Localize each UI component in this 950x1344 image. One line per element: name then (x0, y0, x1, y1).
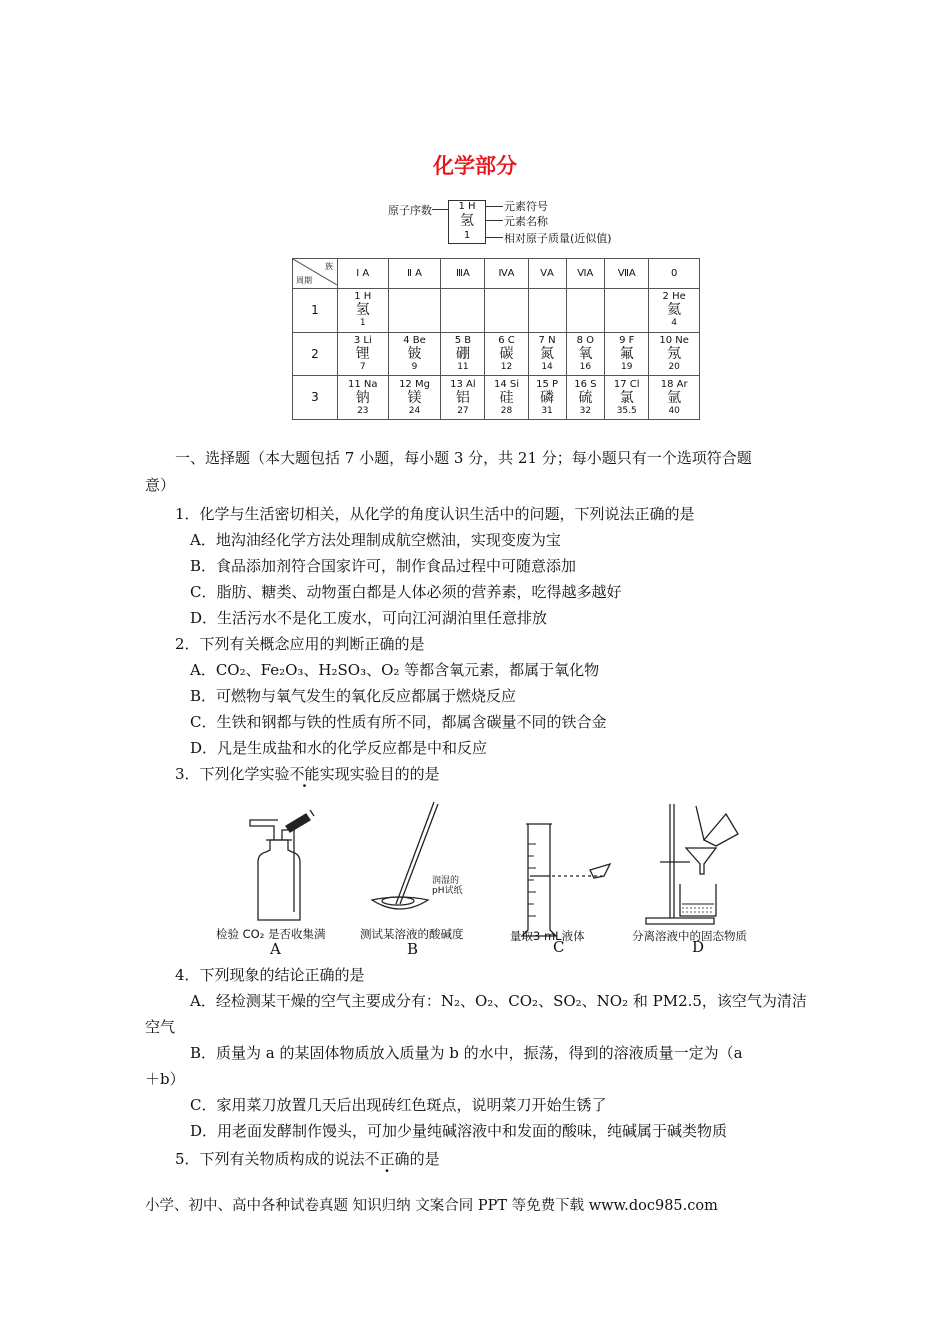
element-sym: 9 F (619, 335, 635, 347)
element-mass: 24 (408, 405, 421, 416)
element-mass: 28 (500, 405, 513, 416)
element-sym: 1 H (354, 291, 372, 303)
group-header: ⅤA (528, 259, 566, 289)
empty-cell (388, 289, 441, 333)
element-name: 碳 (499, 346, 514, 363)
element-sym: 13 Al (450, 378, 476, 390)
section-heading: 一、选择题（本大题包括 7 小题，每小题 3 分，共 21 分；每小题只有一个选项符合题 (175, 449, 752, 467)
element-sym: 14 Si (493, 378, 519, 390)
symbol-label: 元素符号 (504, 200, 548, 213)
element-cell (485, 376, 528, 420)
element-name: 锂 (355, 346, 370, 363)
element-mass: 32 (579, 405, 592, 416)
element-mass: 4 (671, 318, 678, 329)
ph-paper-label-line1: 润湿的 (432, 876, 460, 886)
element-cell (649, 289, 700, 333)
element-sym: 7 N (538, 335, 556, 347)
element-mass: 27 (457, 405, 469, 416)
q4-option-a: A．经检测某干燥的空气主要成分有：N₂、O₂、CO₂、SO₂、NO₂ 和 PM2.5，该空气为清洁 (190, 992, 807, 1010)
element-sym: 8 O (576, 335, 595, 347)
element-cell (528, 376, 566, 420)
q5-stem-post: 的是 (409, 1150, 440, 1168)
element-cell (388, 376, 441, 420)
q5-stem-emphasis: 不正确 (364, 1150, 410, 1168)
element-legend (388, 196, 648, 248)
q1-stem: 1．化学与生活密切相关，从化学的角度认识生活中的问题，下列说法正确的是 (175, 505, 695, 523)
element-name: 铍 (407, 346, 422, 363)
element-name: 氟 (619, 346, 634, 363)
element-name: 钠 (355, 389, 370, 406)
page-title: 化学部分 (433, 154, 517, 178)
element-mass: 23 (357, 405, 369, 416)
element-name: 氧 (578, 346, 593, 363)
corner-group-label: 族 (325, 262, 333, 271)
element-cell (605, 332, 649, 376)
letter-c: C (553, 938, 565, 956)
element-cell (649, 376, 700, 420)
element-cell (566, 332, 605, 376)
caption-b: 测试某溶液的酸碱度 (360, 927, 464, 941)
q4-option-b-cont: ＋b） (145, 1070, 185, 1088)
element-sym: 17 Cl (613, 378, 640, 390)
q1-option-c: C．脂肪、糖类、动物蛋白都是人体必须的营养素，吃得越多越好 (190, 583, 622, 601)
element-sym: 16 S (574, 378, 597, 390)
element-name: 氢 (355, 302, 370, 319)
element-mass: 12 (500, 362, 513, 373)
group-header: Ⅱ A (388, 259, 441, 289)
element-mass: 31 (541, 405, 553, 416)
element-sym: 12 Mg (399, 378, 430, 390)
q4-option-d: D．用老面发酵制作馒头，可加少量纯碱溶液中和发面的酸味，纯碱属于碱类物质 (190, 1122, 728, 1140)
q2-option-c: C．生铁和钢都与铁的性质有所不同，都属含碳量不同的铁合金 (190, 713, 607, 731)
element-mass: 9 (411, 362, 418, 373)
legend-box (448, 200, 486, 244)
ph-paper-label-line2: pH试纸 (432, 886, 463, 896)
element-name: 磷 (540, 389, 555, 406)
caption-c: 量取3 mL液体 (510, 929, 585, 943)
q2-stem: 2．下列有关概念应用的判断正确的是 (175, 635, 425, 653)
q4-option-c: C．家用菜刀放置几天后出现砖红色斑点，说明菜刀开始生锈了 (190, 1096, 607, 1114)
q4-option-a-cont: 空气 (145, 1018, 176, 1036)
element-cell (441, 332, 485, 376)
element-sym: 15 P (536, 378, 559, 390)
caption-d: 分离溶液中的固态物质 (632, 929, 747, 943)
name-label: 元素名称 (504, 215, 548, 228)
element-sym: 3 Li (353, 335, 372, 347)
period-number: 2 (293, 332, 338, 376)
element-sym: 2 He (662, 291, 686, 303)
element-cell (485, 332, 528, 376)
element-cell (649, 332, 700, 376)
q5-stem-pre: 5．下列有关物质构成的说法 (175, 1150, 365, 1168)
element-sym: 5 B (454, 335, 472, 347)
letter-b: B (407, 940, 419, 958)
section-heading-cont: 意） (145, 476, 176, 494)
group-header: Ⅰ A (338, 259, 389, 289)
corner-period-label: 周期 (296, 276, 312, 286)
element-mass: 16 (579, 362, 592, 373)
q5-stem (175, 1148, 440, 1169)
element-sym: 18 Ar (660, 378, 688, 390)
legend-box-symbol: 1 H (458, 201, 476, 212)
element-cell (441, 376, 485, 420)
element-name: 氯 (619, 389, 634, 406)
q1-option-a: A．地沟油经化学方法处理制成航空燃油，实现变废为宝 (190, 531, 561, 549)
element-sym: 6 C (498, 335, 515, 347)
legend-box-mass: 1 (463, 230, 471, 241)
element-mass: 1 (359, 318, 366, 329)
q4-stem: 4．下列现象的结论正确的是 (175, 966, 365, 984)
caption-a: 检验 CO₂ 是否收集满 (216, 927, 326, 941)
element-mass: 20 (668, 362, 680, 373)
table-corner (293, 259, 338, 289)
element-mass: 35.5 (616, 405, 637, 416)
element-name: 硅 (499, 389, 514, 406)
empty-cell (605, 289, 649, 333)
page-footer: 小学、初中、高中各种试卷真题 知识归纳 文案合同 PPT 等免费下载 www.doc985.com (145, 1198, 718, 1214)
ph-paper-label (432, 876, 462, 896)
period-row (293, 289, 700, 333)
element-mass: 14 (541, 362, 553, 373)
group-header: ⅢA (441, 259, 485, 289)
atomic-number-label: 原子序数 (388, 204, 432, 217)
q3-figure (210, 800, 790, 960)
element-sym: 11 Na (348, 378, 378, 390)
q2-option-d: D．凡是生成盐和水的化学反应都是中和反应 (190, 739, 488, 757)
q3-stem (175, 763, 440, 784)
letter-d: D (692, 938, 705, 956)
empty-cell (566, 289, 605, 333)
empty-cell (485, 289, 528, 333)
q4-option-b: B．质量为 a 的某固体物质放入质量为 b 的水中，振荡，得到的溶液质量一定为（a (190, 1044, 743, 1062)
period-number: 3 (293, 376, 338, 420)
periodic-table (292, 258, 700, 420)
element-cell (566, 376, 605, 420)
element-name: 硫 (578, 389, 593, 406)
letter-a: A (270, 940, 281, 958)
element-name: 氖 (667, 346, 682, 363)
q2-option-b: B．可燃物与氧气发生的氧化反应都属于燃烧反应 (190, 687, 517, 705)
empty-cell (441, 289, 485, 333)
element-name: 氮 (540, 346, 555, 363)
element-mass: 19 (621, 362, 633, 373)
period-number: 1 (293, 289, 338, 333)
empty-cell (528, 289, 566, 333)
element-cell (605, 376, 649, 420)
element-name: 氩 (667, 389, 682, 406)
element-name: 镁 (407, 389, 422, 406)
element-mass: 11 (457, 362, 469, 373)
element-cell (388, 332, 441, 376)
group-header: 0 (649, 259, 700, 289)
element-cell (338, 376, 389, 420)
element-cell (338, 332, 389, 376)
period-row (293, 332, 700, 376)
group-header: ⅦA (605, 259, 649, 289)
mass-label: 相对原子质量(近似值) (504, 232, 612, 245)
group-header: ⅣA (485, 259, 528, 289)
q1-option-d: D．生活污水不是化工废水，可向江河湖泊里任意排放 (190, 609, 548, 627)
period-row (293, 376, 700, 420)
element-cell (528, 332, 566, 376)
group-header: ⅥA (566, 259, 605, 289)
element-mass: 7 (359, 362, 366, 373)
element-sym: 4 Be (403, 335, 426, 347)
q3-stem-emphasis: 不能 (289, 765, 320, 783)
q2-option-a: A．CO₂、Fe₂O₃、H₂SO₃、O₂ 等都含氧元素，都属于氧化物 (190, 661, 600, 679)
element-sym: 10 Ne (659, 335, 689, 347)
q3-stem-post: 实现实验目的的是 (319, 765, 440, 783)
element-cell (338, 289, 389, 333)
element-name: 铝 (455, 389, 470, 406)
q1-option-b: B．食品添加剂符合国家许可，制作食品过程中可随意添加 (190, 557, 577, 575)
legend-box-name: 氢 (460, 213, 474, 229)
element-name: 氦 (667, 302, 682, 319)
element-mass: 40 (668, 405, 680, 416)
q3-stem-pre: 3．下列化学实验 (175, 765, 290, 783)
element-name: 硼 (455, 346, 470, 363)
